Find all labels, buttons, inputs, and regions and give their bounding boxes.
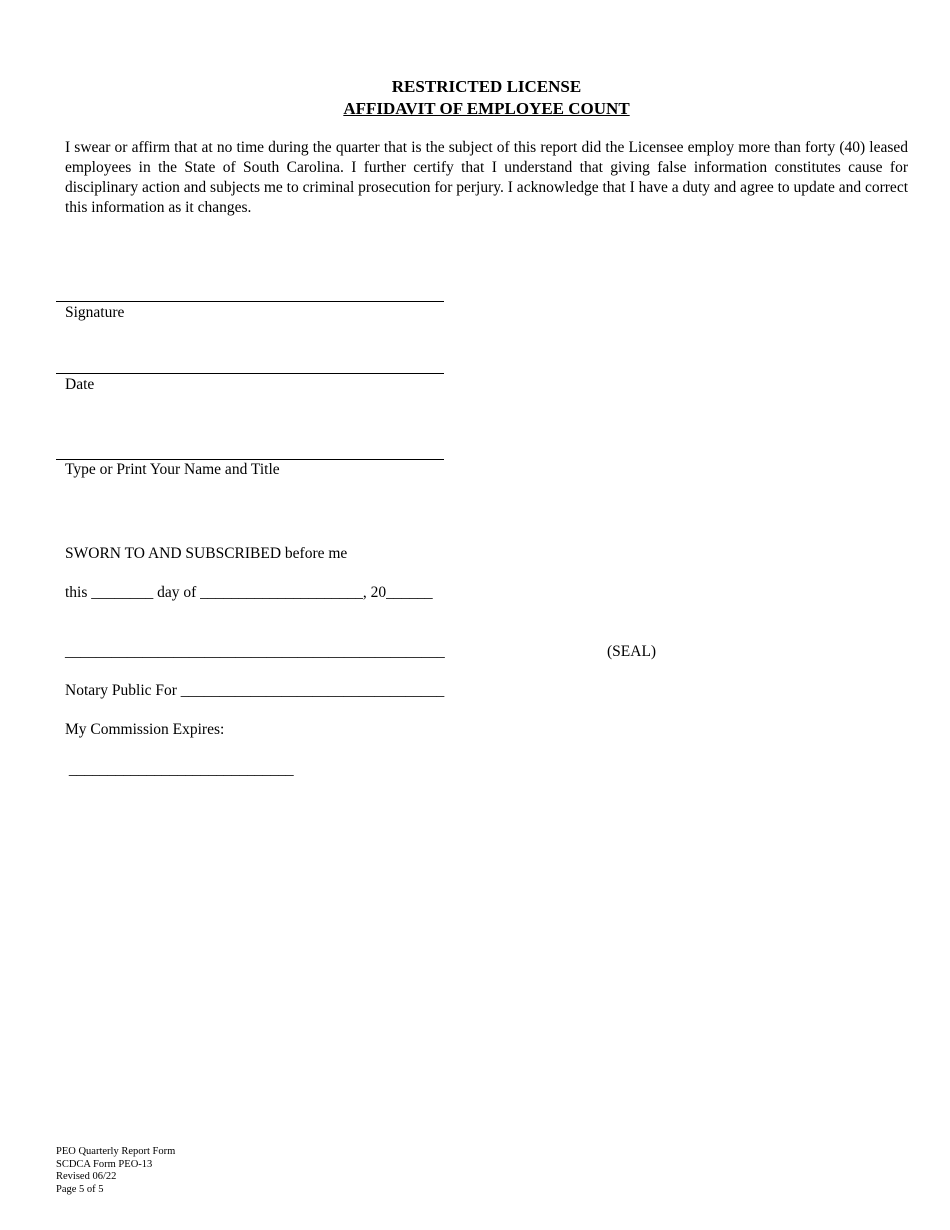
sworn-statement: SWORN TO AND SUBSCRIBED before me bbox=[65, 545, 348, 562]
affidavit-statement: I swear or affirm that at no time during the quarter that is the subject of this report did the Licensee employ more than forty (40) leased employees in the State of South Carolina. I further certify that I understand that giving false information constitutes cause for disciplinary action and subjects me to criminal prosecution for perjury. I acknowledge that I have a duty and agree to update and correct this information as it changes. bbox=[65, 139, 909, 216]
notary-signature-line[interactable]: _________________________________________________ bbox=[65, 643, 445, 660]
form-footer bbox=[56, 1146, 175, 1196]
footer-revision: Revised 06/22 bbox=[56, 1171, 117, 1182]
form-subtitle: AFFIDAVIT OF EMPLOYEE COUNT bbox=[343, 99, 630, 118]
signature-line[interactable] bbox=[56, 301, 444, 302]
commission-expires-line[interactable]: _____________________________ bbox=[65, 761, 294, 778]
name-title-label: Type or Print Your Name and Title bbox=[65, 461, 280, 478]
signature-label: Signature bbox=[65, 304, 125, 321]
date-label: Date bbox=[65, 376, 95, 393]
footer-form-name: PEO Quarterly Report Form bbox=[56, 1146, 176, 1157]
notary-public-line[interactable]: Notary Public For __________________________________ bbox=[65, 682, 445, 699]
commission-expires-label: My Commission Expires: bbox=[65, 721, 225, 738]
seal-label: (SEAL) bbox=[607, 643, 657, 660]
date-line[interactable] bbox=[56, 373, 444, 374]
footer-form-number: SCDCA Form PEO-13 bbox=[56, 1158, 153, 1170]
form-title: RESTRICTED LICENSE bbox=[391, 77, 582, 96]
sworn-date-line[interactable]: this ________ day of _____________________, 20______ bbox=[65, 584, 433, 601]
footer-page-number: Page 5 of 5 bbox=[56, 1183, 104, 1195]
